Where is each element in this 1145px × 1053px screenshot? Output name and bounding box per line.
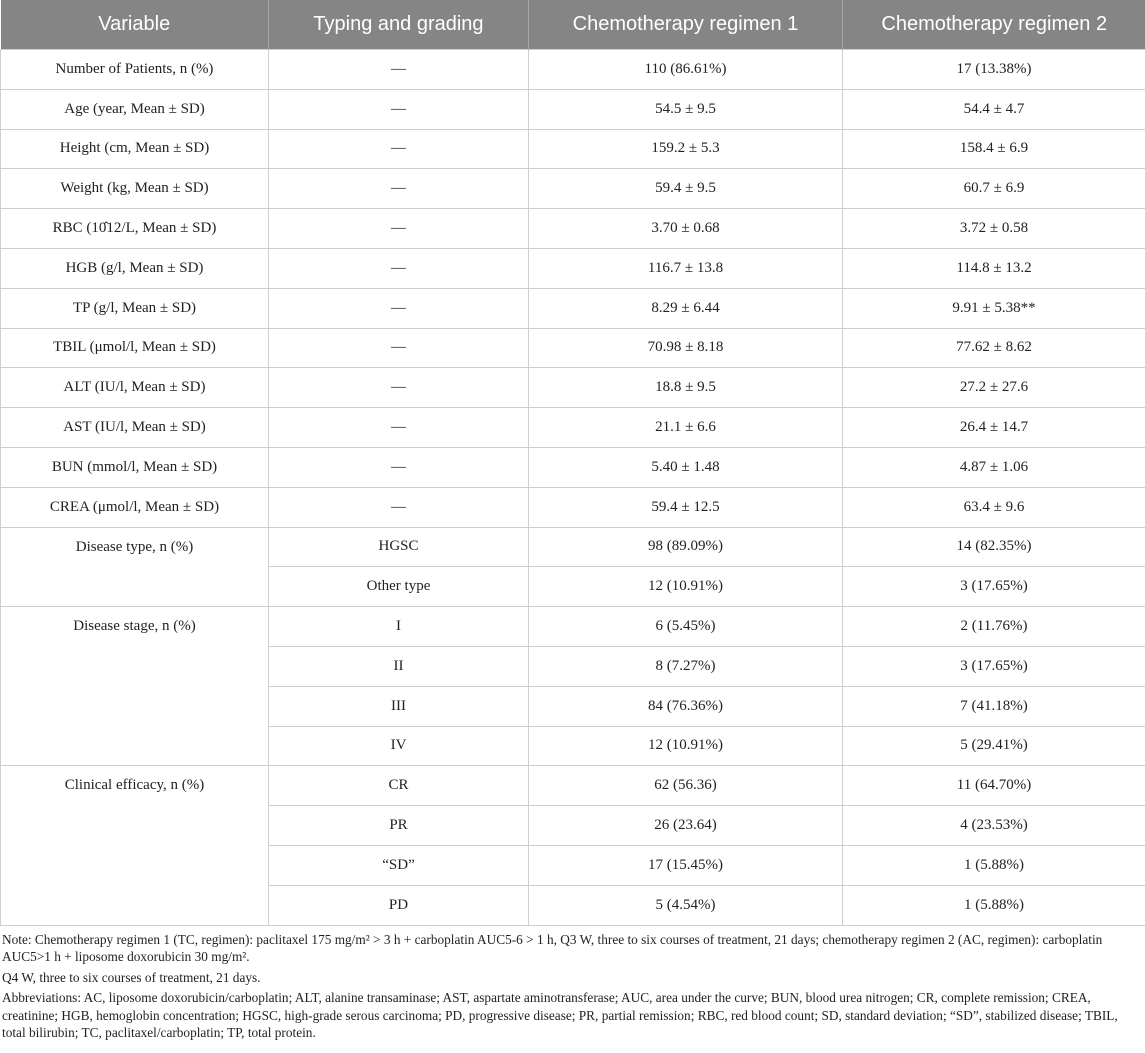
typing-cell: — <box>269 89 529 129</box>
group-variable-cell: Disease stage, n (%) <box>1 607 269 766</box>
table-notes <box>0 926 1145 1042</box>
variable-cell: Weight (kg, Mean ± SD) <box>1 169 269 209</box>
regimen-2-cell: 114.8 ± 13.2 <box>843 248 1145 288</box>
regimen-1-cell: 12 (10.91%) <box>529 567 843 607</box>
typing-cell: — <box>269 487 529 527</box>
variable-cell: BUN (mmol/l, Mean ± SD) <box>1 447 269 487</box>
regimen-1-cell: 59.4 ± 12.5 <box>529 487 843 527</box>
regimen-2-cell: 26.4 ± 14.7 <box>843 408 1145 448</box>
regimen-2-cell: 4 (23.53%) <box>843 806 1145 846</box>
regimen-1-cell: 8.29 ± 6.44 <box>529 288 843 328</box>
regimen-2-cell: 3 (17.65%) <box>843 567 1145 607</box>
table-row <box>1 368 1145 408</box>
typing-cell: — <box>269 169 529 209</box>
typing-cell: — <box>269 408 529 448</box>
table-row <box>1 169 1145 209</box>
regimen-2-cell: 5 (29.41%) <box>843 726 1145 766</box>
regimen-1-cell: 18.8 ± 9.5 <box>529 368 843 408</box>
regimen-2-cell: 17 (13.38%) <box>843 50 1145 90</box>
regimen-1-cell: 26 (23.64) <box>529 806 843 846</box>
regimen-2-cell: 14 (82.35%) <box>843 527 1145 567</box>
variable-cell: Number of Patients, n (%) <box>1 50 269 90</box>
typing-cell: — <box>269 288 529 328</box>
variable-cell: HGB (g/l, Mean ± SD) <box>1 248 269 288</box>
regimen-1-cell: 12 (10.91%) <box>529 726 843 766</box>
typing-cell: IV <box>269 726 529 766</box>
header-typing-grading: Typing and grading <box>269 0 529 50</box>
regimen-2-cell: 11 (64.70%) <box>843 766 1145 806</box>
typing-cell: — <box>269 129 529 169</box>
regimen-1-cell: 54.5 ± 9.5 <box>529 89 843 129</box>
regimen-1-cell: 5.40 ± 1.48 <box>529 447 843 487</box>
table-header <box>1 0 1145 50</box>
regimen-2-cell: 3.72 ± 0.58 <box>843 209 1145 249</box>
table-body <box>1 50 1145 926</box>
regimen-2-cell: 7 (41.18%) <box>843 686 1145 726</box>
table-row <box>1 487 1145 527</box>
regimen-2-cell: 158.4 ± 6.9 <box>843 129 1145 169</box>
regimen-2-cell: 9.91 ± 5.38** <box>843 288 1145 328</box>
regimen-1-cell: 98 (89.09%) <box>529 527 843 567</box>
regimen-1-cell: 21.1 ± 6.6 <box>529 408 843 448</box>
variable-cell: AST (IU/l, Mean ± SD) <box>1 408 269 448</box>
table-row <box>1 129 1145 169</box>
table-row <box>1 89 1145 129</box>
regimen-2-cell: 77.62 ± 8.62 <box>843 328 1145 368</box>
regimen-1-cell: 116.7 ± 13.8 <box>529 248 843 288</box>
regimen-1-cell: 59.4 ± 9.5 <box>529 169 843 209</box>
regimen-1-cell: 8 (7.27%) <box>529 646 843 686</box>
typing-cell: III <box>269 686 529 726</box>
table-row <box>1 209 1145 249</box>
variable-cell: Age (year, Mean ± SD) <box>1 89 269 129</box>
typing-cell: — <box>269 368 529 408</box>
group-variable-cell: Clinical efficacy, n (%) <box>1 766 269 925</box>
typing-cell: Other type <box>269 567 529 607</box>
regimen-1-cell: 62 (56.36) <box>529 766 843 806</box>
note-text: Note: Chemotherapy regimen 1 (TC, regimen): paclitaxel 175 mg/m² > 3 h + carboplatin AUC5-6 > 1 h, Q3 W, three to six courses of treatment, 21 days; chemotherapy regimen 2 (AC, regimen): carboplatin AUC5>1 h + liposome doxorubicin 30 mg/m². <box>2 931 1103 965</box>
regimen-1-cell: 5 (4.54%) <box>529 885 843 925</box>
table-row <box>1 527 1145 567</box>
regimen-2-cell: 4.87 ± 1.06 <box>843 447 1145 487</box>
table-row <box>1 50 1145 90</box>
variable-cell: TP (g/l, Mean ± SD) <box>1 288 269 328</box>
regimen-2-cell: 1 (5.88%) <box>843 845 1145 885</box>
abbreviations-text: Abbreviations: AC, liposome doxorubicin/carboplatin; ALT, alanine transaminase; AST, aspartate aminotransferase; AUC, area under the curve; BUN, blood urea nitrogen; CR, complete remission; CREA, creatinine; HGB, hemoglobin concentration; HGSC, high-grade serous carcinoma; PD, progressive disease; PR, partial remission; RBC, red blood count; SD, standard deviation; “SD”, stabilized disease; TBIL, total bilirubin; TC, paclitaxel/carboplatin; TP, total protein. <box>2 990 1118 1041</box>
header-variable: Variable <box>1 0 269 50</box>
table-row <box>1 607 1145 647</box>
typing-cell: — <box>269 248 529 288</box>
variable-cell: TBIL (μmol/l, Mean ± SD) <box>1 328 269 368</box>
table-row <box>1 288 1145 328</box>
regimen-1-cell: 3.70 ± 0.68 <box>529 209 843 249</box>
regimen-2-cell: 60.7 ± 6.9 <box>843 169 1145 209</box>
table-row <box>1 408 1145 448</box>
header-regimen-2: Chemotherapy regimen 2 <box>843 0 1145 50</box>
typing-cell: — <box>269 328 529 368</box>
typing-cell: I <box>269 607 529 647</box>
table-row <box>1 328 1145 368</box>
group-variable-cell: Disease type, n (%) <box>1 527 269 607</box>
variable-cell: RBC (10̂12/L, Mean ± SD) <box>1 209 269 249</box>
variable-cell: Height (cm, Mean ± SD) <box>1 129 269 169</box>
regimen-2-cell: 2 (11.76%) <box>843 607 1145 647</box>
regimen-2-cell: 54.4 ± 4.7 <box>843 89 1145 129</box>
typing-cell: “SD” <box>269 845 529 885</box>
typing-cell: HGSC <box>269 527 529 567</box>
variable-cell: ALT (IU/l, Mean ± SD) <box>1 368 269 408</box>
header-row <box>1 0 1145 50</box>
note-schedule: Q4 W, three to six courses of treatment, 21 days. <box>2 969 261 985</box>
regimen-1-cell: 70.98 ± 8.18 <box>529 328 843 368</box>
typing-cell: CR <box>269 766 529 806</box>
regimen-1-cell: 159.2 ± 5.3 <box>529 129 843 169</box>
variable-cell: CREA (μmol/l, Mean ± SD) <box>1 487 269 527</box>
typing-cell: — <box>269 447 529 487</box>
typing-cell: — <box>269 209 529 249</box>
typing-cell: PR <box>269 806 529 846</box>
regimen-1-cell: 84 (76.36%) <box>529 686 843 726</box>
regimen-1-cell: 17 (15.45%) <box>529 845 843 885</box>
typing-cell: II <box>269 646 529 686</box>
table-row <box>1 447 1145 487</box>
regimen-2-cell: 27.2 ± 27.6 <box>843 368 1145 408</box>
table-row <box>1 248 1145 288</box>
regimen-1-cell: 110 (86.61%) <box>529 50 843 90</box>
typing-cell: PD <box>269 885 529 925</box>
regimen-2-cell: 63.4 ± 9.6 <box>843 487 1145 527</box>
regimen-2-cell: 1 (5.88%) <box>843 885 1145 925</box>
regimen-2-cell: 3 (17.65%) <box>843 646 1145 686</box>
regimen-1-cell: 6 (5.45%) <box>529 607 843 647</box>
typing-cell: — <box>269 50 529 90</box>
header-regimen-1: Chemotherapy regimen 1 <box>529 0 843 50</box>
table-row <box>1 766 1145 806</box>
